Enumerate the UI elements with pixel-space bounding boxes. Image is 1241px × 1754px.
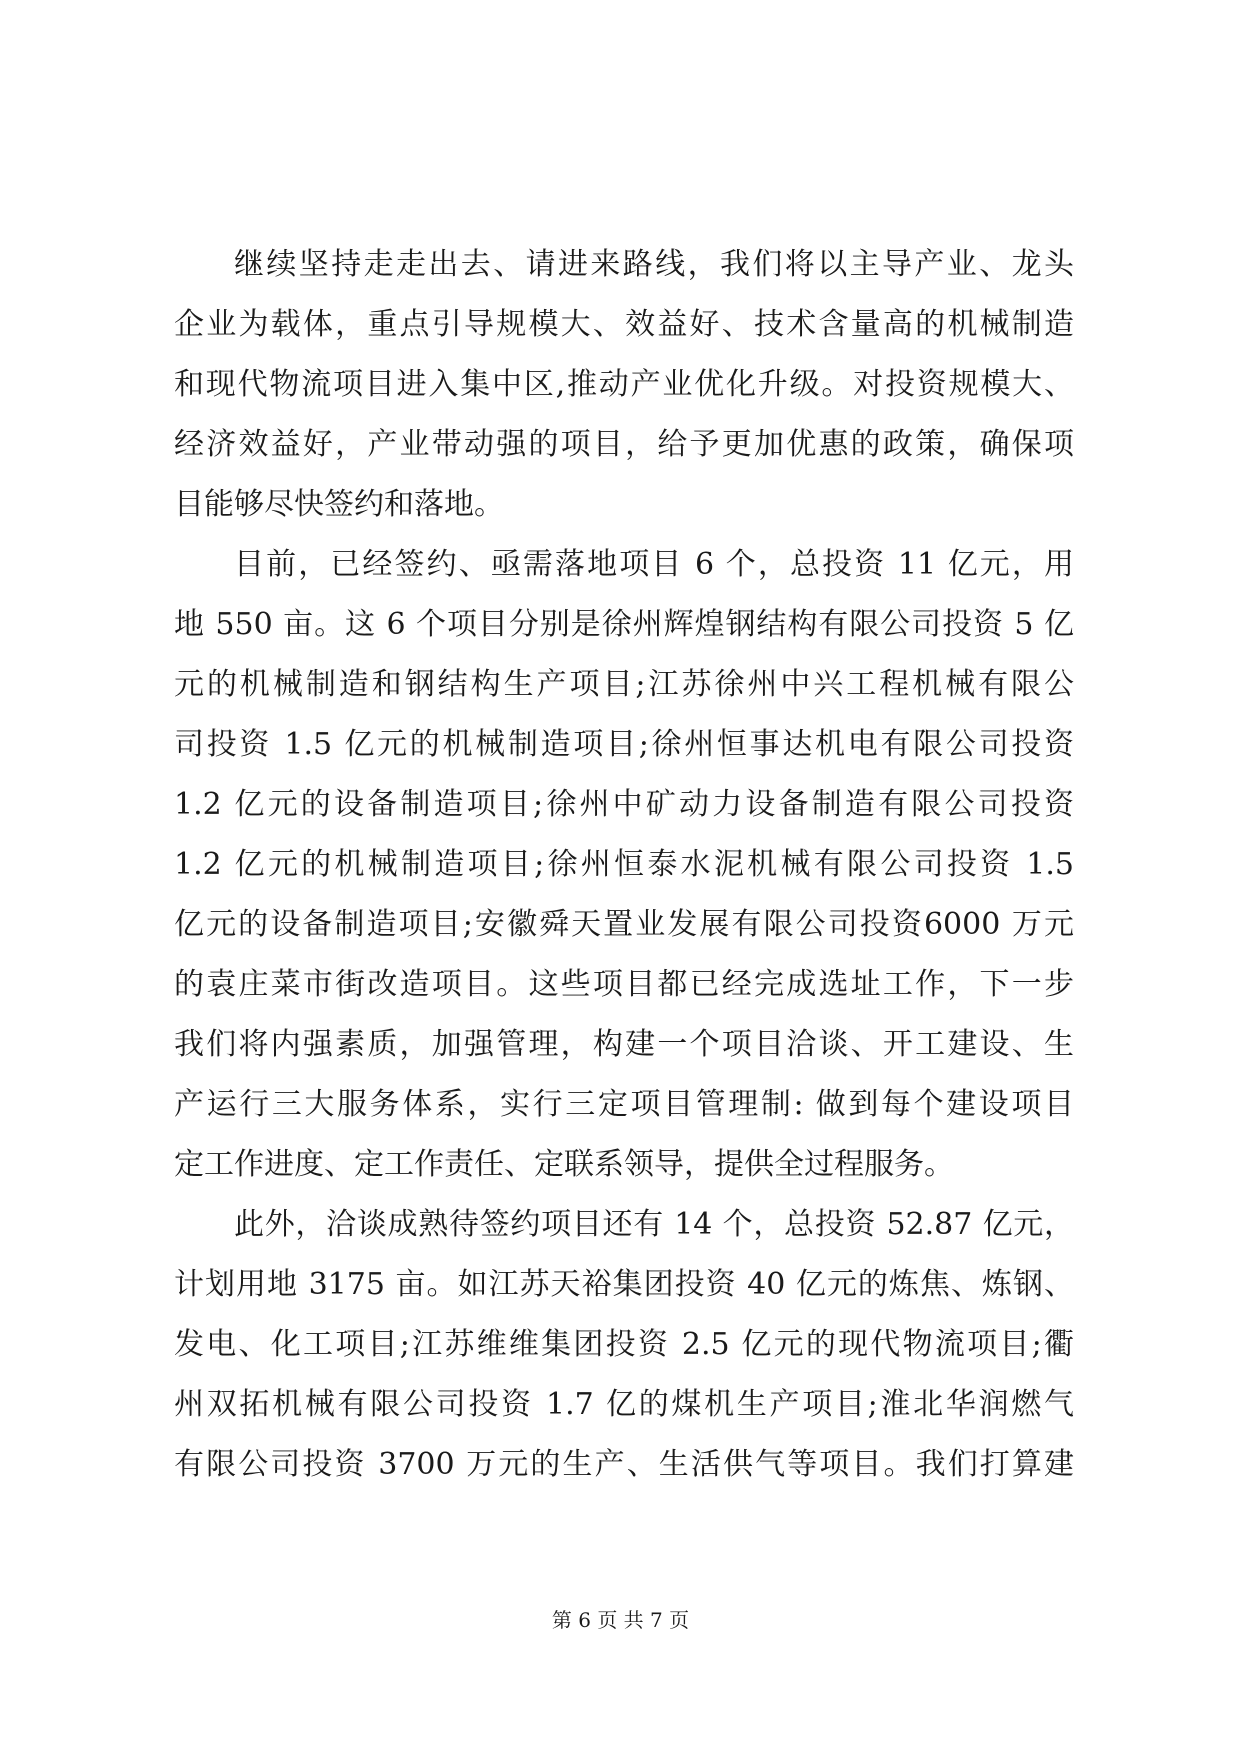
paragraph-1-line-4: 经济效益好，产业带动强的项目，给予更加优惠的政策，确保项 xyxy=(174,427,1074,462)
paragraph-3-line-2: 计划用地 3175 亩。如江苏天裕集团投资 40 亿元的炼焦、炼钢、 xyxy=(174,1267,1074,1302)
paragraph-2-line-10: 产运行三大服务体系，实行三定项目管理制: 做到每个建设项目 xyxy=(174,1087,1074,1122)
paragraph-2-line-7: 亿元的设备制造项目;安徽舜天置业发展有限公司投资6000 万元 xyxy=(174,907,1074,942)
paragraph-2-line-2: 地 550 亩。这 6 个项目分别是徐州辉煌钢结构有限公司投资 5 亿 xyxy=(174,607,1074,642)
paragraph-3-line-3: 发电、化工项目;江苏维维集团投资 2.5 亿元的现代物流项目;衢 xyxy=(174,1327,1074,1362)
paragraph-2-line-5: 1.2 亿元的设备制造项目;徐州中矿动力设备制造有限公司投资 xyxy=(174,787,1074,822)
paragraph-3-line-1: 此外，洽谈成熟待签约项目还有 14 个，总投资 52.87 亿元， xyxy=(234,1207,1074,1242)
paragraph-2-line-4: 司投资 1.5 亿元的机械制造项目;徐州恒事达机电有限公司投资 xyxy=(174,727,1074,762)
paragraph-2-line-1: 目前，已经签约、亟需落地项目 6 个，总投资 11 亿元，用 xyxy=(234,547,1074,582)
paragraph-1-line-2: 企业为载体，重点引导规模大、效益好、技术含量高的机械制造 xyxy=(174,307,1074,342)
paragraph-1-line-5: 目能够尽快签约和落地。 xyxy=(174,487,504,522)
paragraph-2-line-8: 的袁庄菜市街改造项目。这些项目都已经完成选址工作，下一步 xyxy=(174,967,1074,1002)
paragraph-2-line-9: 我们将内强素质，加强管理，构建一个项目洽谈、开工建设、生 xyxy=(174,1027,1074,1062)
paragraph-1-line-3: 和现代物流项目进入集中区,推动产业优化升级。对投资规模大、 xyxy=(174,367,1074,402)
paragraph-2-line-6: 1.2 亿元的机械制造项目;徐州恒泰水泥机械有限公司投资 1.5 xyxy=(174,847,1074,882)
page-number-footer: 第 6 页 共 7 页 xyxy=(551,1608,690,1632)
paragraph-2-line-3: 元的机械制造和钢结构生产项目;江苏徐州中兴工程机械有限公 xyxy=(174,667,1074,702)
paragraph-2-line-11: 定工作进度、定工作责任、定联系领导，提供全过程服务。 xyxy=(174,1147,954,1182)
paragraph-3-line-4: 州双拓机械有限公司投资 1.7 亿的煤机生产项目;淮北华润燃气 xyxy=(174,1387,1074,1422)
paragraph-3-line-5: 有限公司投资 3700 万元的生产、生活供气等项目。我们打算建 xyxy=(174,1447,1074,1482)
document-body xyxy=(174,235,1074,1495)
paragraph-1-line-1: 继续坚持走走出去、请进来路线，我们将以主导产业、龙头 xyxy=(234,247,1074,282)
